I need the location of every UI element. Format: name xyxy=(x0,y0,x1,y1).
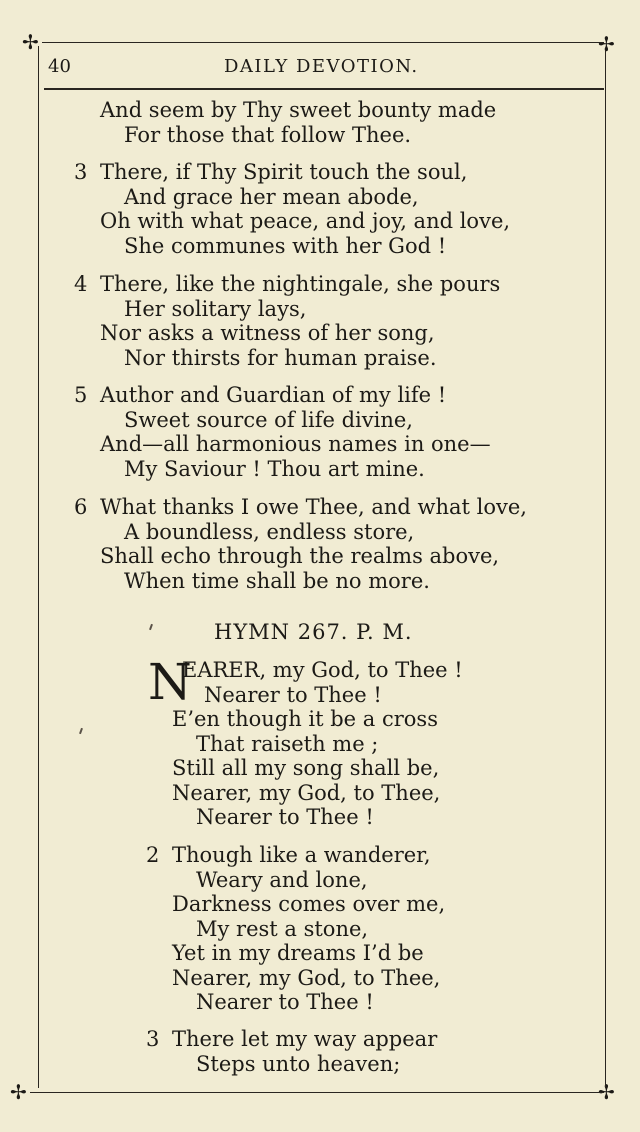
verse-line: My Saviour ! Thou art mine. xyxy=(124,456,425,481)
stanza-number: 2 xyxy=(146,843,160,867)
verse-line: And grace her mean abode, xyxy=(124,184,419,209)
verse-line: Nearer to Thee ! xyxy=(204,682,382,707)
verse-line: A boundless, endless store, xyxy=(124,519,415,544)
verse-line: She communes with her God ! xyxy=(124,233,447,258)
header-rule xyxy=(44,88,604,90)
verse-line: What thanks I owe Thee, and what love, xyxy=(100,495,527,519)
hymn-267-stanza-3 xyxy=(146,1027,438,1076)
stanza-3 xyxy=(74,160,511,258)
hymn-267-stanza-2 xyxy=(146,843,446,1015)
drop-cap: N xyxy=(148,653,192,711)
hymn-267-stanza-1 xyxy=(172,707,440,830)
corner-ornament-icon: ✢ xyxy=(22,30,39,54)
ink-speck xyxy=(149,624,153,630)
stanza-6 xyxy=(74,495,527,593)
verse-line: When time shall be no more. xyxy=(124,568,430,593)
hymn-title: HYMN 267. P. M. xyxy=(214,620,413,644)
stanza-number: 4 xyxy=(74,272,88,296)
verse-line: Nearer to Thee ! xyxy=(196,990,374,1014)
verse-line: Still all my song shall be, xyxy=(172,756,440,780)
verse-line: Though like a wanderer, xyxy=(172,843,431,867)
stanza-number: 6 xyxy=(74,495,88,519)
frame-rule-top xyxy=(42,42,604,43)
stanza-4 xyxy=(74,272,501,370)
frame-rule-left xyxy=(38,46,39,1088)
verse-line: Weary and lone, xyxy=(196,867,368,892)
verse-line: Sweet source of life divine, xyxy=(124,407,413,432)
verse-line: Steps unto heaven; xyxy=(196,1051,401,1076)
corner-ornament-icon: ✢ xyxy=(598,1080,615,1104)
verse-line: There let my way appear xyxy=(172,1027,438,1051)
verse-line: Author and Guardian of my life ! xyxy=(100,383,447,407)
verse-line: Oh with what peace, and joy, and love, xyxy=(100,209,511,233)
hymn-267-stanza-1-opening xyxy=(182,658,463,707)
verse-line: Nearer, my God, to Thee, xyxy=(172,965,441,990)
verse-line: Nearer to Thee ! xyxy=(196,805,374,829)
verse-line: My rest a stone, xyxy=(196,916,369,941)
corner-ornament-icon: ✢ xyxy=(598,32,615,56)
corner-ornament-icon: ✢ xyxy=(10,1080,27,1104)
verse-line: Darkness comes over me, xyxy=(172,892,446,916)
verse-line: E’en though it be a cross xyxy=(172,707,438,731)
verse-line: EARER, my God, to Thee ! xyxy=(182,658,463,682)
stanza-5 xyxy=(74,383,491,481)
stanza-continued xyxy=(100,98,496,147)
verse-line: Shall echo through the realms above, xyxy=(100,544,500,568)
verse-line: Nor thirsts for human praise. xyxy=(124,345,437,370)
ink-speck xyxy=(79,728,83,734)
verse-line: And seem by Thy sweet bounty made xyxy=(100,98,497,122)
verse-line: For those that follow Thee. xyxy=(124,122,412,147)
verse-line: That raiseth me ; xyxy=(196,731,379,756)
verse-line: Nearer, my God, to Thee, xyxy=(172,780,441,805)
verse-line: There, if Thy Spirit touch the soul, xyxy=(100,160,468,184)
frame-rule-bottom xyxy=(30,1092,604,1093)
verse-line: Her solitary lays, xyxy=(124,296,307,321)
page-number: 40 xyxy=(48,56,71,77)
verse-line: Nor asks a witness of her song, xyxy=(100,321,435,345)
stanza-number: 5 xyxy=(74,383,88,407)
verse-line: There, like the nightingale, she pours xyxy=(100,272,501,296)
verse-line: And—all harmonious names in one— xyxy=(100,432,491,456)
running-head: DAILY DEVOTION. xyxy=(224,56,419,77)
stanza-number: 3 xyxy=(74,160,88,184)
frame-rule-right xyxy=(605,50,606,1088)
stanza-number: 3 xyxy=(146,1027,160,1051)
verse-line: Yet in my dreams I’d be xyxy=(172,941,424,965)
